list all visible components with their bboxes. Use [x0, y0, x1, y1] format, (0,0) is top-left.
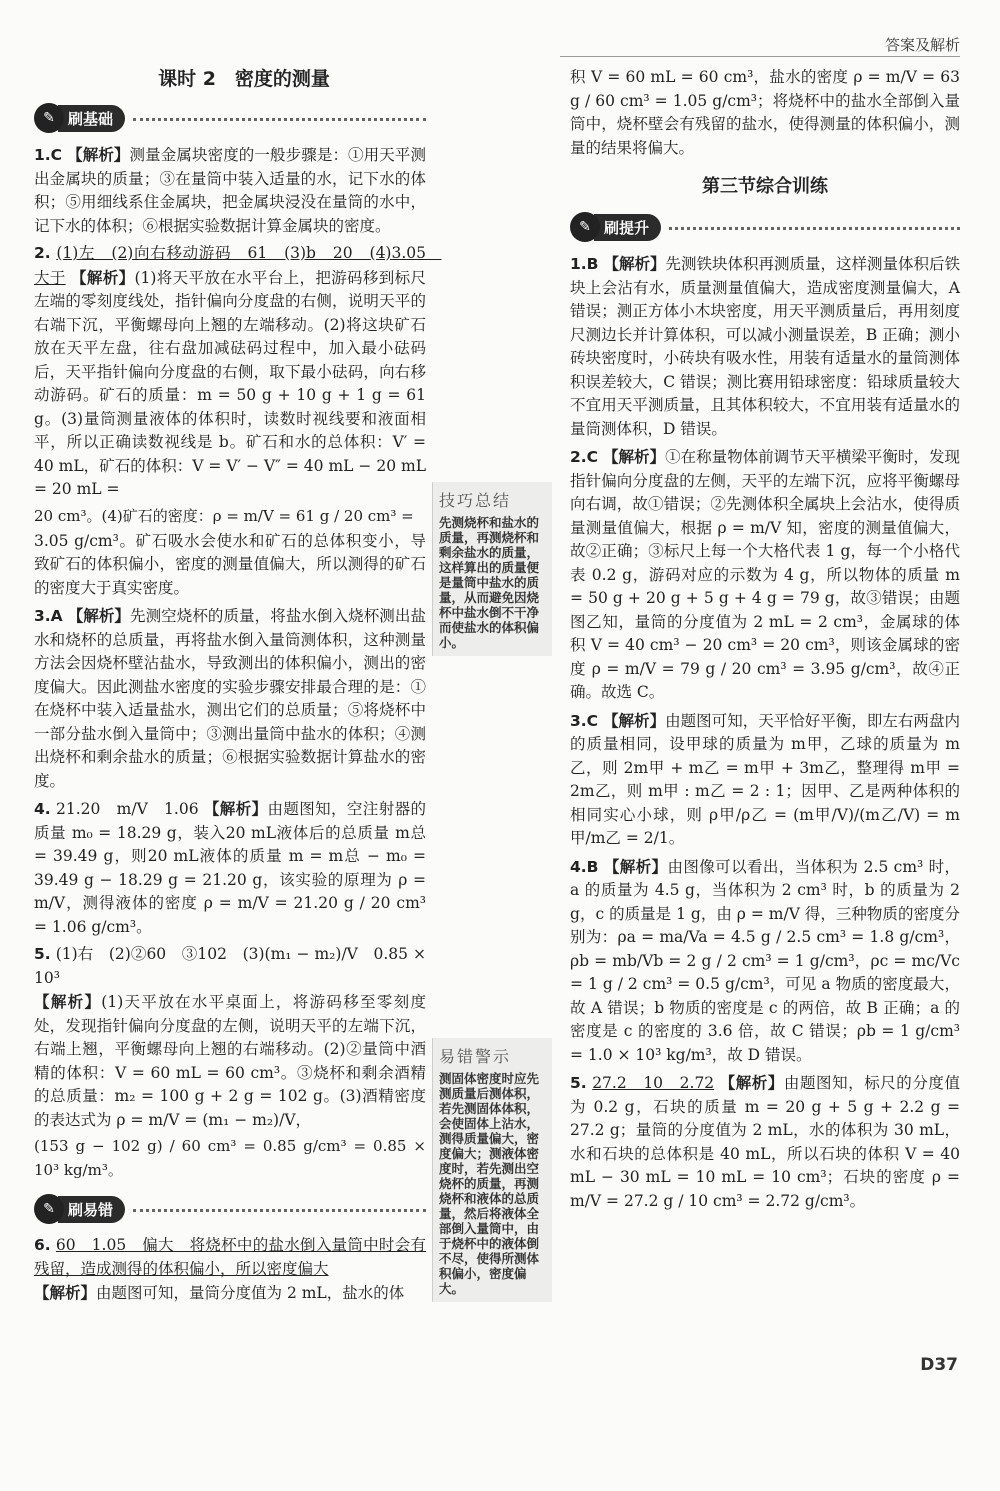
answer-item-r4: 4.B 【解析】由图像可以看出，当体积为 2.5 cm³ 时，a 的质量为 4.5 g，当体积为 2 cm³ 时，b 的质量为 2 g，c 的质量是 1 g，由 ρ = m/V 得，三种物质的密度分别为：ρa = ma/Va = 4.5 g / 2.5 cm³ = 1.8 g/cm³，ρb = mb/Vb = 2 g / 2 cm³ = 1 g/cm³，ρc = mc/Vc = 1 g / 2 cm³ = 0.5 g/cm³，可见 a 物质的密度最大，故 A 错误；b 物质的密度是 c 的两倍，故 B 正确；a 的密度是 c 的密度的 3.6 倍，故 C 错误；ρb = 1 g/cm³ = 1.0 × 10³ kg/m³，故 D 错误。: [570, 856, 960, 1064]
answer-item-1: 1.C 【解析】测量金属块密度的一般步骤是：①用天平测出金属块的质量；③在量筒中装入适量的水，记下水的体积；⑤用细线系住金属块，把金属块浸没在量筒的水中，记下水的体积；⑥根据实验数据计算金属块的密度。: [34, 145, 426, 235]
answer-item-4: 4. 21.20 m/V 1.06 【解析】由题图知，空注射器的质量 m₀ = 18.29 g，装入20 mL液体后的总质量 m总 = 39.49 g，则20 mL液体的质量 m = m总 − m₀ = 39.49 g − 18.29 g = 21.20 g，该实验的原理为 ρ = m/V，测得液体的密度 ρ = m/V = 21.20 g / 20 cm³ = 1.06 g/cm³。: [34, 799, 426, 936]
tip-box-skills: [432, 482, 552, 656]
answer-item-r3: 3.C 【解析】由题图可知，天平恰好平衡，即左右两盘内的质量相同，设甲球的质量为 m甲，乙球的质量为 m乙，则 2m甲 + m乙 = m甲 + 3m乙，整理得 m甲 = 2m乙，则 m甲 : m乙 = 2 : 1；因甲、乙是两种体积的相同实心小球，则 ρ甲/ρ乙 = (m甲/V)/(m乙/V) = m甲/m乙 = 2/1。: [570, 710, 960, 847]
lesson-title: 课时 2 密度的测量: [158, 68, 330, 90]
badge-basic: [34, 101, 426, 135]
header-divider: [560, 56, 960, 57]
right-column: [570, 66, 960, 1217]
answer-item-6: 6. 60 1.05 偏大 将烧杯中的盐水倒入量筒中时会有残留，造成测得的体积偏小，所以密度偏大 【解析】由题图可知，量筒分度值为 2 mL，盐水的体: [34, 1236, 426, 1302]
page-number: D37: [920, 1355, 958, 1375]
answer-item-6-continued: 积 V = 60 mL = 60 cm³，盐水的密度 ρ = m/V = 63 g / 60 cm³ = 1.05 g/cm³；将烧杯中的盐水全部倒入量筒中，烧杯壁会有残留的盐水，使得测量的体积偏小，测量的结果将偏大。: [570, 68, 960, 157]
badge-dotted-line: [133, 118, 426, 121]
tip-title: 易错警示: [439, 1047, 512, 1066]
badge-up-label: 刷提升: [594, 214, 661, 241]
tip-text: 先测烧杯和盐水的质量，再测烧杯和剩余盐水的质量，这样算出的质量便是量筒中盐水的质量，从而避免因烧杯中盐水倒不干净而使盐水的体积偏小。: [439, 515, 540, 650]
brush-icon: ✎: [34, 103, 64, 133]
badge-dotted-line: [669, 227, 960, 230]
answer-item-5: 5. (1)右 (2)②60 ③102 (3)(m₁ − m₂)/V 0.85 × 10³ 【解析】(1)天平放在水平桌面上，将游码移至零刻度处，发现指针偏向分度盘的左侧，说明天平的左端下沉，右端上翘，平衡螺母向上翘的右端移动。(2)②量筒中酒精的体积：V = 60 mL = 60 cm³。③烧杯和剩余酒精的总质量：m₂ = 100 g + 2 g = 102 g。(3)酒精密度的表达式为 ρ = m/V = (m₁ − m₂)/V， (153 g − 102 g) / 60 cm³ = 0.85 g/cm³ = 0.85 × 10³ kg/m³。: [34, 945, 426, 1179]
tip-title: 技巧总结: [439, 491, 512, 510]
header-label: 答案及解析: [884, 36, 960, 54]
section-title: 第三节综合训练: [702, 176, 828, 197]
left-column: [34, 64, 442, 1310]
brush-icon: ✎: [34, 1194, 64, 1224]
badge-up: [570, 210, 960, 244]
answer-item-r5: 5. 27.2 10 2.72 【解析】由题图知，标尺的分度值为 0.2 g，石块的质量 m = 20 g + 5 g + 2.2 g = 27.2 g；量筒的分度值为 2 mL，水的体积为 30 mL，水和石块的总体积是 40 mL，所以石块的体积 V = 40 mL − 30 mL = 10 mL = 10 cm³；石块的密度 ρ = m/V = 27.2 g / 10 cm³ = 2.72 g/cm³。: [570, 1073, 960, 1210]
brush-icon: ✎: [570, 212, 600, 242]
answer-item-r2: 2.C 【解析】①在称量物体前调节天平横梁平衡时，发现指针偏向分度盘的左侧，天平的左端下沉，应将平衡螺母向右调，故①错误；②先测体积全属块上会沾水，使得质量测量值偏大，根据 ρ = m/V 知，密度的测量值偏大，故②正确；③标尺上每一个大格代表 1 g，每一个小格代表 0.2 g，游码对应的示数为 4 g，所以物体的质量 m = 50 g + 20 g + 5 g + 4 g = 79 g，故③错误；由题图乙知，量筒的分度值为 2 mL = 2 cm³，金属球的体积 V = 40 cm³ − 20 cm³ = 20 cm³，则该金属球的密度 ρ = m/V = 79 g / 20 cm³ = 3.95 g/cm³，故④正确。故选 C。: [570, 447, 960, 701]
badge-error-label: 刷易错: [58, 1196, 125, 1223]
tip-box-errors: [432, 1038, 552, 1302]
tip-text: 测固体密度时应先测质量后测体积，若先测固体体积，会使固体上沾水，测得质量偏大，密度偏大；测液体密度时，若先测出空烧杯的质量，再测烧杯和液体的总质量，然后将液体全部倒入量筒中，由于烧杯中的液体倒不尽，使得所测体积偏小，密度偏大。: [439, 1071, 540, 1296]
answer-item-3: 3.A 【解析】先测空烧杯的质量，将盐水倒入烧杯测出盐水和烧杯的总质量，再将盐水倒入量筒测体积，这种测量方法会因烧杯壁沾盐水，导致测出的体积偏小，测出的密度偏大。因此测盐水密度的实验步骤安排最合理的是：①在烧杯中装入适量盐水，测出它们的总质量；⑤将烧杯中一部分盐水倒入量筒中；③测出量筒中盐水的体积；④测出烧杯和剩余盐水的质量；⑥根据实验数据计算盐水的密度。: [34, 606, 426, 790]
answer-item-r1: 1.B 【解析】先测铁块体积再测质量，这样测量体积后铁块上会沾有水，质量测量值偏大，造成密度测量偏大，A 错误；测正方体小木块密度，用天平测质量后，再用刻度尺测边长并计算体积，可以减小测量误差，B 正确；测小砖块密度时，小砖块有吸水性，用装有适量水的量筒测体积误差较大，C 错误；测比赛用铅球密度：铅球质量较大不宜用天平测质量，且其体积较大，不宜用装有适量水的量筒测体积，D 错误。: [570, 254, 960, 438]
badge-basic-label: 刷基础: [58, 105, 125, 132]
answer-item-2: 2. (1)左 (2)向右移动游码 61 (3)b 20 (4)3.05 大于 【解析】(1)将天平放在水平台上，把游码移到标尺左端的零刻度线处，指针偏向分度盘的右侧，说明天平的右端下沉，平衡螺母向上翘的左端移动。(2)将这块矿石放在天平左盘，往右盘加减砝码过程中，加入最小砝码后，天平指针偏向分度盘的右侧，取下最小砝码，向右移动游码。矿石的质量：m = 50 g + 10 g + 1 g = 61 g。(3)量筒测量液体的体积时，读数时视线要和液面相平，所以正确读数视线是 b。矿石和水的总体积：V′ = 40 mL，矿石的体积：V = V′ − V″ = 40 mL − 20 mL = 20 mL = 20 cm³。(4)矿石的密度：ρ = m/V = 61 g / 20 cm³ = 3.05 g/cm³。矿石吸水会使水和矿石的总体积变小，导致矿石的体积偏小，密度的测量值偏大，所以测得的矿石的密度大于真实密度。: [34, 244, 442, 597]
badge-error: [34, 1192, 426, 1226]
badge-dotted-line: [133, 1209, 426, 1212]
